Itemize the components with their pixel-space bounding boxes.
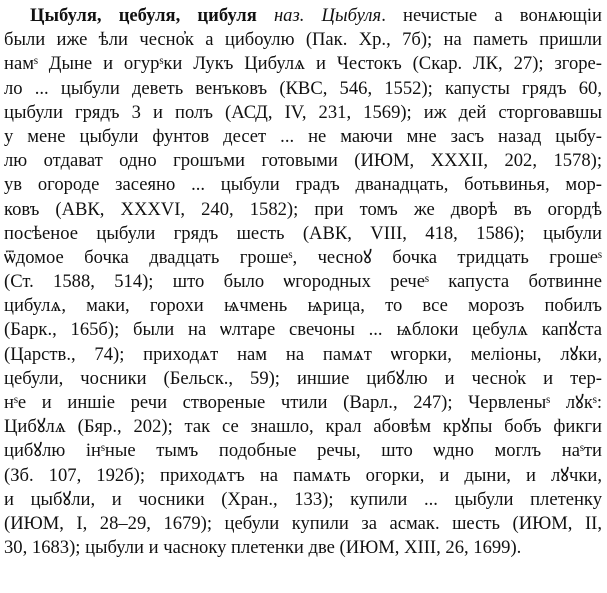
entry-line-13: цибулѧ, маки, горохи ѩчмень ѩрица, то все морозъ побилъ — [4, 295, 602, 317]
entry-line-20: (Зб. 107, 192б); приходѧтъ на памѧть огорки, и дыни, и лꙋчки, — [4, 464, 602, 486]
entry-headword: Цыбуля, цебуля, цибуля — [30, 5, 257, 26]
entry-line-4: ло ... цыбули деветь венъковъ (КВС, 546, 1552); капусты грядъ 60, — [4, 77, 602, 99]
entry-line-18: Цибꙋлѧ (Бяр., 202); так се знашло, крал абовѣм крꙋпы бобъ фикги — [4, 416, 602, 438]
entry-line-8: ув огороде засеяно ... цыбули градъ дванадцать, ботьвинья, мор- — [4, 174, 602, 196]
entry-line-21: и цыбꙋли, и чосники (Хран., 133); купили ... цыбули плетенку — [4, 488, 602, 510]
entry-line-10: посѣеное цыбули грядъ шесть (АВК, VIII, 418, 1586); цыбули — [4, 222, 602, 244]
entry-line-1-rest: . нечистые а вонѧющіи — [381, 5, 602, 26]
entry-line-11: ѿдомое бочка двадцать грошеˢ, чесноꙋ бочка тридцать грошеˢ — [4, 246, 602, 268]
entry-line-5: цыбули грядъ 3 и полъ (АСД, IV, 231, 1569); иж дей сторговавшы — [4, 101, 602, 123]
entry-line-2: были иже ѣли чесно҆к а цибоулю (Пак. Хр., 7б); на паметь пришли — [4, 29, 602, 51]
entry-line-23: 30, 1683); цыбули и часноку плетенки две (ИЮМ, XIII, 26, 1699). — [4, 537, 522, 559]
entry-line-7: лю отдават одно грошъми готовыми (ИЮМ, XXXII, 202, 1578); — [4, 150, 602, 172]
entry-line-9: ковъ (АВК, XXXVI, 240, 1582); при томъ же дворѣ въ огордѣ — [4, 198, 602, 220]
entry-line-17: нˢе и иншіе речи створеные чтили (Варл., 247); Червленыˢ лꙋкˢ: — [4, 392, 602, 413]
entry-line-19: цибꙋлю інˢные тымъ подобные речы, што ѡдно моглъ наˢти — [4, 440, 602, 462]
entry-line-22: (ИЮМ, I, 28–29, 1679); цебули купили за асмак. шесть (ИЮМ, II, — [4, 512, 602, 534]
entry-line-1 — [4, 4, 602, 28]
dictionary-entry — [4, 4, 602, 560]
entry-line-15: (Царств., 74); приходѧт нам на памѧт ѡгорки, меліоны, лꙋки, — [4, 343, 602, 365]
grammatical-label: наз. Цыбуля — [273, 5, 382, 26]
entry-line-12: (Ст. 1588, 514); што было ѡгородных речеˢ капуста ботвинне — [4, 271, 602, 293]
entry-line-3: намˢ Дыне и огурˢки Лукъ Цибулѧ и Честокъ (Скар. ЛК, 27); згоре- — [4, 53, 602, 75]
entry-line-14: (Барк., 165б); были на ѡлтаре свечоны ... ѩблоки цебулѧ капꙋста — [4, 319, 602, 341]
entry-line-6: у мене цыбули фунтов десет ... не маючи мне засъ назад цыбу- — [4, 125, 602, 147]
entry-line-16: цебули, чосники (Бельск., 59); иншие цибꙋлю и чесно҆к и тер- — [4, 367, 602, 389]
